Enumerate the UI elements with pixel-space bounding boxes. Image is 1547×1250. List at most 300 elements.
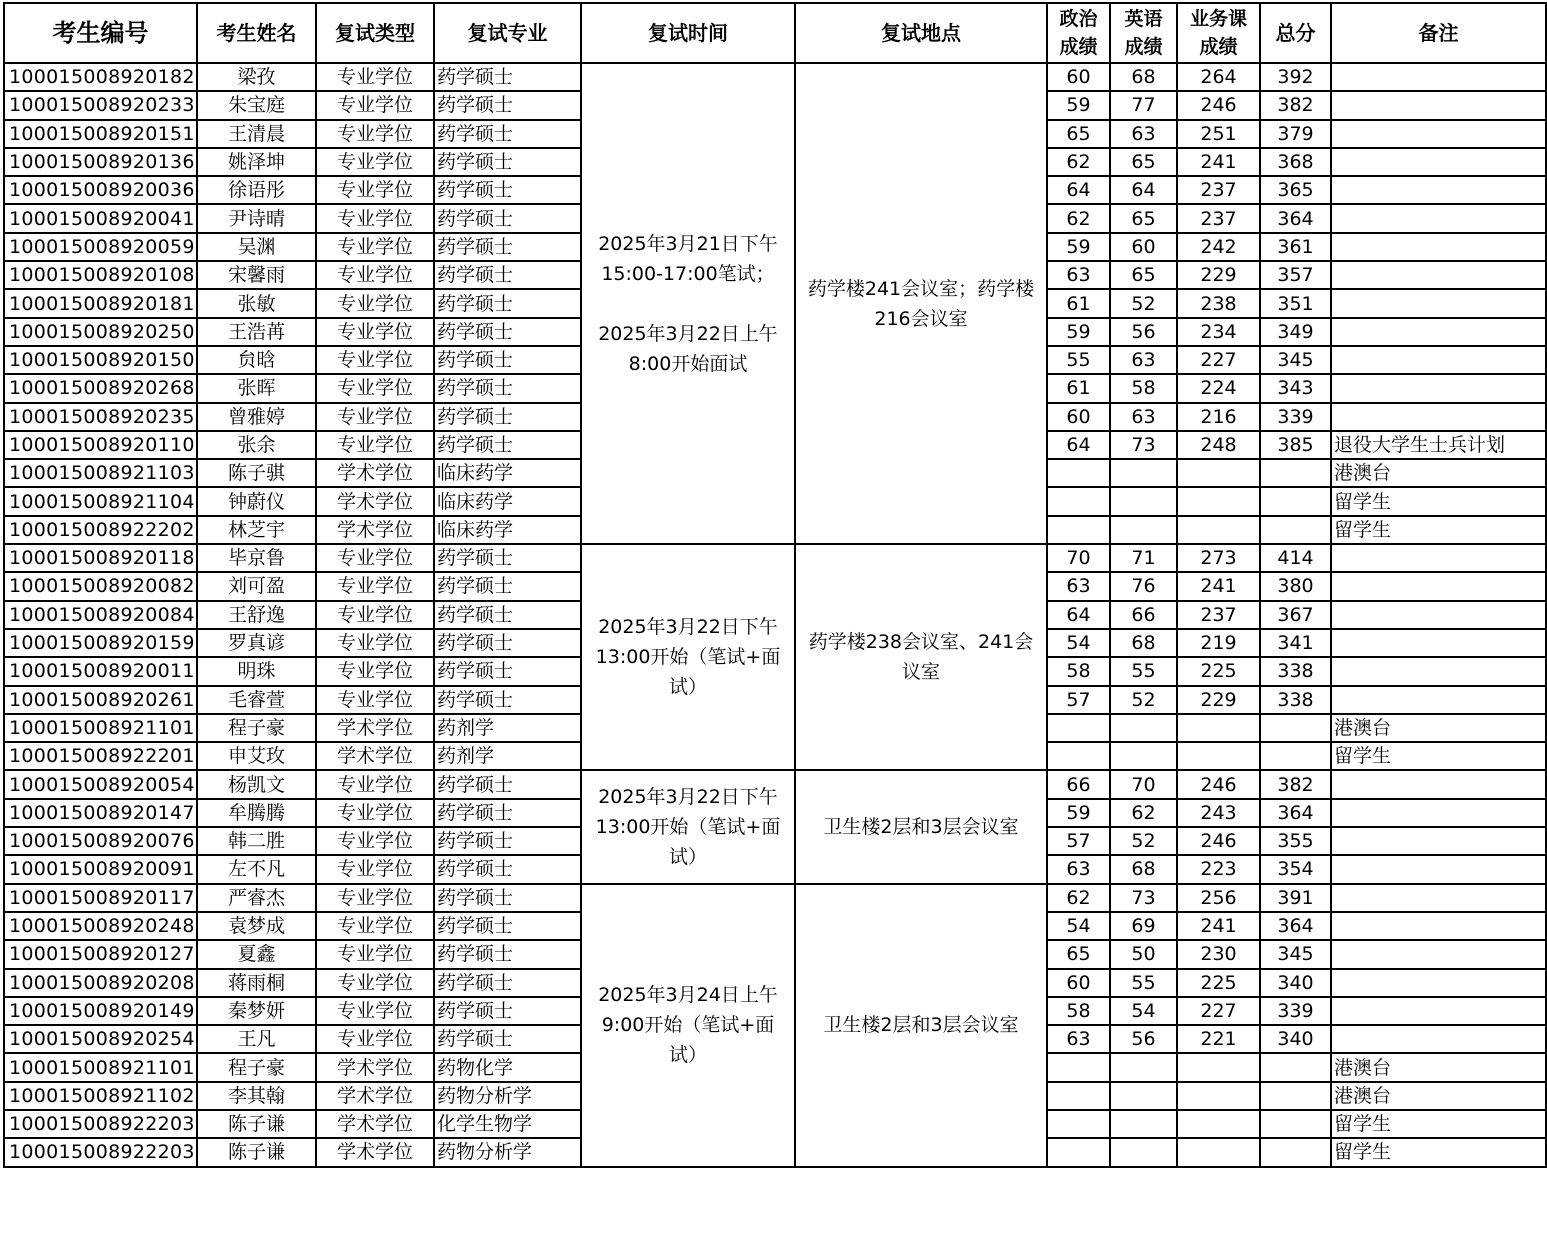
retest-major-cell: 药学硕士 <box>434 629 581 657</box>
total-score-cell: 345 <box>1260 346 1331 374</box>
candidate-name-cell: 罗真谚 <box>197 629 316 657</box>
english-score-cell: 58 <box>1110 374 1177 402</box>
business-score-cell: 242 <box>1177 233 1260 261</box>
note-cell <box>1331 1025 1546 1053</box>
candidate-id-cell: 100015008920054 <box>4 770 197 798</box>
retest-major-cell: 临床药学 <box>434 459 581 487</box>
politics-score-cell: 65 <box>1047 120 1110 148</box>
politics-score-cell: 64 <box>1047 601 1110 629</box>
retest-type-cell: 专业学位 <box>316 431 434 459</box>
english-score-cell: 77 <box>1110 91 1177 119</box>
candidate-name-cell: 袁梦成 <box>197 912 316 940</box>
candidate-name-cell: 王清晨 <box>197 120 316 148</box>
business-score-cell <box>1177 1053 1260 1081</box>
retest-type-cell: 专业学位 <box>316 884 434 912</box>
candidate-name-cell: 王浩苒 <box>197 318 316 346</box>
note-cell: 留学生 <box>1331 742 1546 770</box>
retest-type-cell: 专业学位 <box>316 318 434 346</box>
retest-type-cell: 专业学位 <box>316 572 434 600</box>
retest-major-cell: 药学硕士 <box>434 148 581 176</box>
candidate-id-cell: 100015008921101 <box>4 1053 197 1081</box>
candidate-id-cell: 100015008920084 <box>4 601 197 629</box>
total-score-cell: 339 <box>1260 997 1331 1025</box>
candidate-id-cell: 100015008920082 <box>4 572 197 600</box>
candidate-name-cell: 程子豪 <box>197 714 316 742</box>
note-cell <box>1331 799 1546 827</box>
total-score-cell: 338 <box>1260 686 1331 714</box>
english-score-cell: 63 <box>1110 120 1177 148</box>
total-score-cell <box>1260 516 1331 544</box>
note-cell: 港澳台 <box>1331 1053 1546 1081</box>
politics-score-cell: 66 <box>1047 770 1110 798</box>
english-score-cell: 73 <box>1110 431 1177 459</box>
retest-major-cell: 药学硕士 <box>434 912 581 940</box>
total-score-cell: 341 <box>1260 629 1331 657</box>
politics-score-cell: 54 <box>1047 912 1110 940</box>
candidate-id-cell: 100015008920110 <box>4 431 197 459</box>
candidate-name-cell: 张余 <box>197 431 316 459</box>
note-cell: 港澳台 <box>1331 1082 1546 1110</box>
header-english-score: 英语 成绩 <box>1110 3 1177 63</box>
candidate-id-cell: 100015008920181 <box>4 289 197 317</box>
retest-type-cell: 专业学位 <box>316 346 434 374</box>
candidate-name-cell: 夏鑫 <box>197 940 316 968</box>
english-score-cell: 68 <box>1110 629 1177 657</box>
candidate-name-cell: 王凡 <box>197 1025 316 1053</box>
politics-score-cell: 62 <box>1047 884 1110 912</box>
header-total-score: 总分 <box>1260 3 1331 63</box>
politics-score-cell: 58 <box>1047 657 1110 685</box>
business-score-cell: 256 <box>1177 884 1260 912</box>
retest-major-cell: 临床药学 <box>434 487 581 515</box>
note-cell <box>1331 289 1546 317</box>
business-score-cell: 230 <box>1177 940 1260 968</box>
note-cell: 港澳台 <box>1331 459 1546 487</box>
retest-type-cell: 学术学位 <box>316 714 434 742</box>
candidate-name-cell: 申艾玫 <box>197 742 316 770</box>
note-cell <box>1331 346 1546 374</box>
business-score-cell: 225 <box>1177 657 1260 685</box>
english-score-cell: 63 <box>1110 403 1177 431</box>
retest-major-cell: 药学硕士 <box>434 91 581 119</box>
retest-major-cell: 药学硕士 <box>434 204 581 232</box>
retest-type-cell: 学术学位 <box>316 487 434 515</box>
retest-type-cell: 专业学位 <box>316 148 434 176</box>
total-score-cell: 391 <box>1260 884 1331 912</box>
total-score-cell <box>1260 1082 1331 1110</box>
total-score-cell <box>1260 1053 1331 1081</box>
candidate-id-cell: 100015008920208 <box>4 969 197 997</box>
note-cell <box>1331 204 1546 232</box>
retest-type-cell: 专业学位 <box>316 629 434 657</box>
candidate-name-cell: 徐语彤 <box>197 176 316 204</box>
politics-score-cell <box>1047 714 1110 742</box>
retest-type-cell: 专业学位 <box>316 770 434 798</box>
candidate-name-cell: 陈子谦 <box>197 1110 316 1138</box>
note-cell <box>1331 997 1546 1025</box>
note-cell <box>1331 940 1546 968</box>
business-score-cell: 246 <box>1177 91 1260 119</box>
total-score-cell <box>1260 487 1331 515</box>
total-score-cell <box>1260 1110 1331 1138</box>
table-header <box>4 3 1546 63</box>
candidate-name-cell: 陈子谦 <box>197 1138 316 1166</box>
candidate-name-cell: 牟腾腾 <box>197 799 316 827</box>
business-score-cell: 237 <box>1177 601 1260 629</box>
retest-type-cell: 专业学位 <box>316 403 434 431</box>
retest-location-cell: 药学楼238会议室、241会 议室 <box>795 544 1047 770</box>
candidate-id-cell: 100015008920159 <box>4 629 197 657</box>
candidate-id-cell: 100015008922203 <box>4 1110 197 1138</box>
candidate-id-cell: 100015008922201 <box>4 742 197 770</box>
english-score-cell: 65 <box>1110 204 1177 232</box>
candidate-id-cell: 100015008920235 <box>4 403 197 431</box>
candidate-name-cell: 毛睿萱 <box>197 686 316 714</box>
total-score-cell: 364 <box>1260 204 1331 232</box>
retest-type-cell: 学术学位 <box>316 1138 434 1166</box>
candidate-id-cell: 100015008920254 <box>4 1025 197 1053</box>
business-score-cell: 219 <box>1177 629 1260 657</box>
english-score-cell: 54 <box>1110 997 1177 1025</box>
retest-type-cell: 专业学位 <box>316 91 434 119</box>
politics-score-cell: 65 <box>1047 940 1110 968</box>
candidate-id-cell: 100015008920261 <box>4 686 197 714</box>
business-score-cell <box>1177 742 1260 770</box>
retest-type-cell: 专业学位 <box>316 176 434 204</box>
english-score-cell: 56 <box>1110 318 1177 346</box>
politics-score-cell: 57 <box>1047 827 1110 855</box>
retest-major-cell: 药学硕士 <box>434 657 581 685</box>
retest-type-cell: 专业学位 <box>316 827 434 855</box>
candidate-name-cell: 张晖 <box>197 374 316 402</box>
candidate-id-cell: 100015008920011 <box>4 657 197 685</box>
politics-score-cell: 60 <box>1047 969 1110 997</box>
retest-location-cell: 卫生楼2层和3层会议室 <box>795 770 1047 883</box>
candidate-id-cell: 100015008921103 <box>4 459 197 487</box>
business-score-cell: 216 <box>1177 403 1260 431</box>
english-score-cell: 66 <box>1110 601 1177 629</box>
candidate-name-cell: 宋馨雨 <box>197 261 316 289</box>
business-score-cell: 248 <box>1177 431 1260 459</box>
header-notes: 备注 <box>1331 3 1546 63</box>
note-cell <box>1331 63 1546 91</box>
english-score-cell: 56 <box>1110 1025 1177 1053</box>
retest-major-cell: 药学硕士 <box>434 233 581 261</box>
retest-major-cell: 药学硕士 <box>434 403 581 431</box>
candidate-name-cell: 韩二胜 <box>197 827 316 855</box>
politics-score-cell: 57 <box>1047 686 1110 714</box>
candidate-name-cell: 张敏 <box>197 289 316 317</box>
total-score-cell <box>1260 714 1331 742</box>
retest-major-cell: 药学硕士 <box>434 431 581 459</box>
english-score-cell <box>1110 1110 1177 1138</box>
table-row <box>4 884 1546 912</box>
politics-score-cell <box>1047 516 1110 544</box>
note-cell <box>1331 770 1546 798</box>
candidate-id-cell: 100015008921104 <box>4 487 197 515</box>
retest-time-cell: 2025年3月22日下午 13:00开始（笔试+面 试） <box>581 770 795 883</box>
english-score-cell <box>1110 516 1177 544</box>
business-score-cell: 241 <box>1177 148 1260 176</box>
retest-major-cell: 药学硕士 <box>434 884 581 912</box>
english-score-cell: 64 <box>1110 176 1177 204</box>
retest-major-cell: 化学生物学 <box>434 1110 581 1138</box>
retest-type-cell: 专业学位 <box>316 63 434 91</box>
retest-major-cell: 药学硕士 <box>434 318 581 346</box>
note-cell <box>1331 686 1546 714</box>
politics-score-cell: 63 <box>1047 261 1110 289</box>
retest-major-cell: 药学硕士 <box>434 997 581 1025</box>
candidate-id-cell: 100015008920136 <box>4 148 197 176</box>
candidate-id-cell: 100015008920036 <box>4 176 197 204</box>
retest-major-cell: 药学硕士 <box>434 261 581 289</box>
english-score-cell: 68 <box>1110 855 1177 883</box>
retest-major-cell: 药学硕士 <box>434 176 581 204</box>
total-score-cell: 354 <box>1260 855 1331 883</box>
candidate-id-cell: 100015008922203 <box>4 1138 197 1166</box>
retest-time-cell: 2025年3月22日下午 13:00开始（笔试+面 试） <box>581 544 795 770</box>
politics-score-cell: 61 <box>1047 289 1110 317</box>
business-score-cell <box>1177 516 1260 544</box>
english-score-cell: 50 <box>1110 940 1177 968</box>
business-score-cell <box>1177 487 1260 515</box>
english-score-cell: 70 <box>1110 770 1177 798</box>
candidate-name-cell: 明珠 <box>197 657 316 685</box>
retest-type-cell: 专业学位 <box>316 261 434 289</box>
business-score-cell: 234 <box>1177 318 1260 346</box>
candidate-id-cell: 100015008920149 <box>4 997 197 1025</box>
note-cell <box>1331 148 1546 176</box>
retest-type-cell: 专业学位 <box>316 233 434 261</box>
table-row <box>4 770 1546 798</box>
total-score-cell: 365 <box>1260 176 1331 204</box>
retest-schedule-table <box>3 2 1547 1168</box>
note-cell: 退役大学生士兵计划 <box>1331 431 1546 459</box>
total-score-cell: 392 <box>1260 63 1331 91</box>
candidate-id-cell: 100015008920118 <box>4 544 197 572</box>
table-body <box>4 63 1546 1167</box>
english-score-cell: 69 <box>1110 912 1177 940</box>
candidate-name-cell: 曾雅婷 <box>197 403 316 431</box>
header-retest-type: 复试类型 <box>316 3 434 63</box>
total-score-cell: 338 <box>1260 657 1331 685</box>
candidate-id-cell: 100015008920233 <box>4 91 197 119</box>
retest-major-cell: 药学硕士 <box>434 686 581 714</box>
retest-type-cell: 学术学位 <box>316 516 434 544</box>
note-cell: 港澳台 <box>1331 714 1546 742</box>
note-cell <box>1331 657 1546 685</box>
english-score-cell: 52 <box>1110 289 1177 317</box>
retest-major-cell: 药学硕士 <box>434 799 581 827</box>
candidate-id-cell: 100015008920059 <box>4 233 197 261</box>
candidate-name-cell: 林芝宇 <box>197 516 316 544</box>
total-score-cell <box>1260 742 1331 770</box>
business-score-cell: 243 <box>1177 799 1260 827</box>
business-score-cell: 229 <box>1177 261 1260 289</box>
total-score-cell: 343 <box>1260 374 1331 402</box>
note-cell <box>1331 318 1546 346</box>
note-cell: 留学生 <box>1331 487 1546 515</box>
note-cell <box>1331 176 1546 204</box>
candidate-name-cell: 吴渊 <box>197 233 316 261</box>
table-row <box>4 63 1546 91</box>
header-retest-location: 复试地点 <box>795 3 1047 63</box>
politics-score-cell: 59 <box>1047 233 1110 261</box>
business-score-cell: 237 <box>1177 176 1260 204</box>
politics-score-cell: 70 <box>1047 544 1110 572</box>
candidate-name-cell: 蒋雨桐 <box>197 969 316 997</box>
retest-type-cell: 专业学位 <box>316 204 434 232</box>
candidate-name-cell: 毕京鲁 <box>197 544 316 572</box>
note-cell <box>1331 91 1546 119</box>
candidate-name-cell: 李其翰 <box>197 1082 316 1110</box>
english-score-cell: 65 <box>1110 148 1177 176</box>
politics-score-cell: 62 <box>1047 204 1110 232</box>
retest-time-cell: 2025年3月24日上午 9:00开始（笔试+面 试） <box>581 884 795 1167</box>
note-cell <box>1331 403 1546 431</box>
business-score-cell <box>1177 1110 1260 1138</box>
english-score-cell <box>1110 1053 1177 1081</box>
business-score-cell: 241 <box>1177 912 1260 940</box>
business-score-cell: 273 <box>1177 544 1260 572</box>
business-score-cell <box>1177 1138 1260 1166</box>
candidate-name-cell: 陈子骐 <box>197 459 316 487</box>
retest-major-cell: 药学硕士 <box>434 940 581 968</box>
english-score-cell <box>1110 714 1177 742</box>
politics-score-cell: 64 <box>1047 431 1110 459</box>
candidate-id-cell: 100015008920248 <box>4 912 197 940</box>
politics-score-cell <box>1047 1110 1110 1138</box>
note-cell <box>1331 827 1546 855</box>
candidate-id-cell: 100015008922202 <box>4 516 197 544</box>
retest-major-cell: 药学硕士 <box>434 572 581 600</box>
candidate-name-cell: 严睿杰 <box>197 884 316 912</box>
retest-type-cell: 专业学位 <box>316 940 434 968</box>
note-cell <box>1331 233 1546 261</box>
note-cell <box>1331 261 1546 289</box>
politics-score-cell <box>1047 459 1110 487</box>
candidate-name-cell: 朱宝庭 <box>197 91 316 119</box>
retest-time-cell: 2025年3月21日下午 15:00-17:00笔试； 2025年3月22日上午 8:00开始面试 <box>581 63 795 544</box>
retest-major-cell: 临床药学 <box>434 516 581 544</box>
english-score-cell: 71 <box>1110 544 1177 572</box>
retest-location-cell: 卫生楼2层和3层会议室 <box>795 884 1047 1167</box>
english-score-cell: 52 <box>1110 686 1177 714</box>
candidate-name-cell: 杨凯文 <box>197 770 316 798</box>
business-score-cell: 223 <box>1177 855 1260 883</box>
total-score-cell: 355 <box>1260 827 1331 855</box>
business-score-cell: 229 <box>1177 686 1260 714</box>
retest-type-cell: 学术学位 <box>316 459 434 487</box>
total-score-cell: 340 <box>1260 969 1331 997</box>
retest-major-cell: 药学硕士 <box>434 969 581 997</box>
note-cell <box>1331 629 1546 657</box>
header-row <box>4 3 1546 63</box>
retest-major-cell: 药学硕士 <box>434 601 581 629</box>
politics-score-cell <box>1047 487 1110 515</box>
note-cell <box>1331 601 1546 629</box>
candidate-id-cell: 100015008920150 <box>4 346 197 374</box>
business-score-cell: 246 <box>1177 770 1260 798</box>
total-score-cell <box>1260 1138 1331 1166</box>
candidate-id-cell: 100015008920117 <box>4 884 197 912</box>
politics-score-cell: 59 <box>1047 318 1110 346</box>
politics-score-cell: 60 <box>1047 63 1110 91</box>
business-score-cell: 227 <box>1177 997 1260 1025</box>
total-score-cell: 414 <box>1260 544 1331 572</box>
business-score-cell <box>1177 1082 1260 1110</box>
retest-type-cell: 专业学位 <box>316 657 434 685</box>
retest-major-cell: 药学硕士 <box>434 770 581 798</box>
politics-score-cell: 58 <box>1047 997 1110 1025</box>
candidate-name-cell: 刘可盈 <box>197 572 316 600</box>
retest-type-cell: 专业学位 <box>316 601 434 629</box>
candidate-id-cell: 100015008920151 <box>4 120 197 148</box>
retest-type-cell: 专业学位 <box>316 969 434 997</box>
politics-score-cell: 63 <box>1047 572 1110 600</box>
english-score-cell: 62 <box>1110 799 1177 827</box>
politics-score-cell: 59 <box>1047 91 1110 119</box>
english-score-cell <box>1110 487 1177 515</box>
header-business-score: 业务课 成绩 <box>1177 3 1260 63</box>
total-score-cell <box>1260 459 1331 487</box>
retest-location-cell: 药学楼241会议室；药学楼 216会议室 <box>795 63 1047 544</box>
retest-major-cell: 药学硕士 <box>434 374 581 402</box>
retest-type-cell: 学术学位 <box>316 742 434 770</box>
total-score-cell: 382 <box>1260 91 1331 119</box>
note-cell <box>1331 884 1546 912</box>
retest-major-cell: 药物分析学 <box>434 1082 581 1110</box>
business-score-cell: 238 <box>1177 289 1260 317</box>
note-cell <box>1331 120 1546 148</box>
candidate-name-cell: 尹诗晴 <box>197 204 316 232</box>
retest-type-cell: 专业学位 <box>316 912 434 940</box>
header-candidate-name: 考生姓名 <box>197 3 316 63</box>
politics-score-cell: 59 <box>1047 799 1110 827</box>
english-score-cell: 52 <box>1110 827 1177 855</box>
english-score-cell: 68 <box>1110 63 1177 91</box>
header-candidate-id: 考生编号 <box>4 3 197 63</box>
business-score-cell <box>1177 714 1260 742</box>
candidate-id-cell: 100015008920147 <box>4 799 197 827</box>
note-cell <box>1331 855 1546 883</box>
header-politics-score: 政治 成绩 <box>1047 3 1110 63</box>
retest-major-cell: 药剂学 <box>434 714 581 742</box>
note-cell <box>1331 374 1546 402</box>
total-score-cell: 379 <box>1260 120 1331 148</box>
candidate-id-cell: 100015008920250 <box>4 318 197 346</box>
english-score-cell: 60 <box>1110 233 1177 261</box>
retest-type-cell: 专业学位 <box>316 374 434 402</box>
total-score-cell: 361 <box>1260 233 1331 261</box>
business-score-cell <box>1177 459 1260 487</box>
total-score-cell: 385 <box>1260 431 1331 459</box>
business-score-cell: 225 <box>1177 969 1260 997</box>
english-score-cell: 76 <box>1110 572 1177 600</box>
header-retest-time: 复试时间 <box>581 3 795 63</box>
note-cell <box>1331 969 1546 997</box>
english-score-cell: 65 <box>1110 261 1177 289</box>
politics-score-cell <box>1047 1053 1110 1081</box>
retest-type-cell: 专业学位 <box>316 799 434 827</box>
total-score-cell: 351 <box>1260 289 1331 317</box>
total-score-cell: 357 <box>1260 261 1331 289</box>
table-row <box>4 544 1546 572</box>
english-score-cell <box>1110 1082 1177 1110</box>
total-score-cell: 364 <box>1260 912 1331 940</box>
retest-major-cell: 药学硕士 <box>434 1025 581 1053</box>
total-score-cell: 345 <box>1260 940 1331 968</box>
